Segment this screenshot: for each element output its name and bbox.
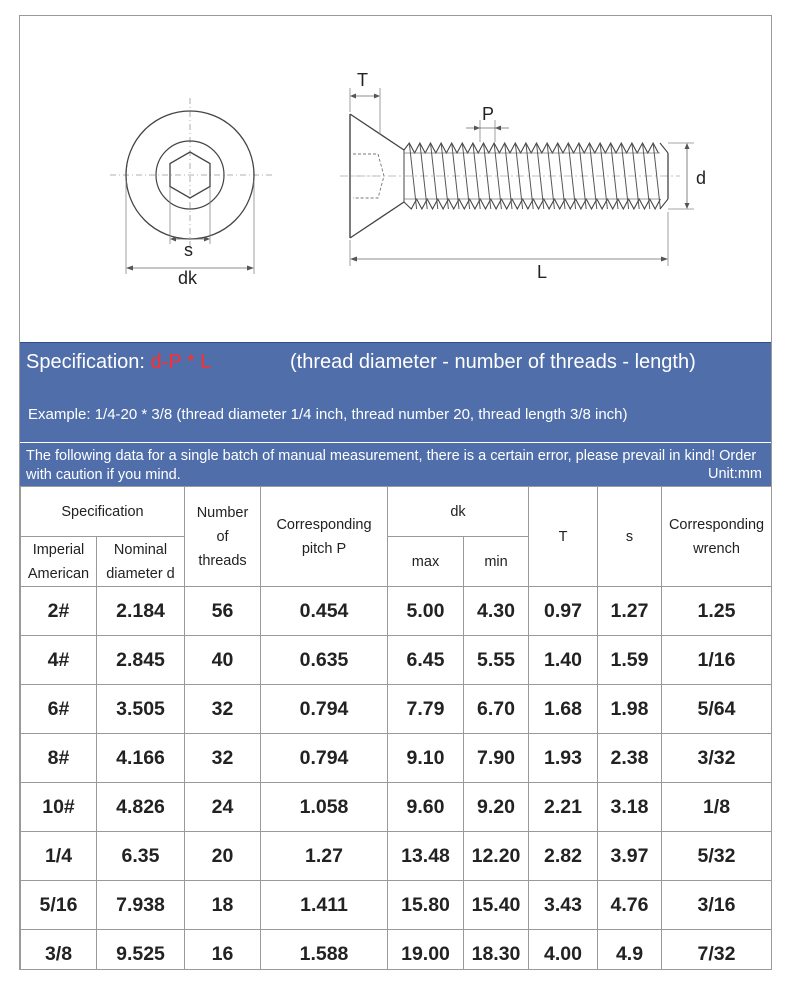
measurement-note bbox=[20, 442, 771, 487]
cell-dk-min: 15.40 bbox=[464, 881, 529, 930]
cell-wrench: 1/8 bbox=[662, 783, 772, 832]
cell-s: 3.18 bbox=[598, 783, 662, 832]
cell-s: 3.97 bbox=[598, 832, 662, 881]
header-pitch: Corresponding pitch P bbox=[261, 487, 388, 587]
table-body bbox=[21, 587, 772, 971]
cell-threads: 32 bbox=[185, 685, 261, 734]
cell-nominal-diameter: 2.845 bbox=[97, 636, 185, 685]
s-label: s bbox=[184, 240, 193, 260]
cell-dk-max: 6.45 bbox=[388, 636, 464, 685]
spec-format bbox=[26, 351, 211, 374]
table-row bbox=[21, 881, 772, 930]
header-wrench: Corresponding wrench bbox=[662, 487, 772, 587]
cell-nominal-diameter: 4.826 bbox=[97, 783, 185, 832]
cell-imperial: 1/4 bbox=[21, 832, 97, 881]
cell-T: 1.68 bbox=[529, 685, 598, 734]
header-s: s bbox=[598, 487, 662, 587]
table-row bbox=[21, 783, 772, 832]
header-dk: dk bbox=[388, 487, 529, 537]
cell-threads: 16 bbox=[185, 930, 261, 971]
cell-nominal-diameter: 7.938 bbox=[97, 881, 185, 930]
cell-imperial: 3/8 bbox=[21, 930, 97, 971]
cell-wrench: 5/32 bbox=[662, 832, 772, 881]
d-label: d bbox=[696, 168, 707, 188]
cell-pitch: 0.635 bbox=[261, 636, 388, 685]
table-row bbox=[21, 587, 772, 636]
specification-banner bbox=[20, 342, 771, 443]
cell-T: 2.21 bbox=[529, 783, 598, 832]
dk-label: dk bbox=[178, 268, 198, 288]
cell-threads: 40 bbox=[185, 636, 261, 685]
cell-T: 3.43 bbox=[529, 881, 598, 930]
cell-pitch: 1.27 bbox=[261, 832, 388, 881]
cell-wrench: 3/16 bbox=[662, 881, 772, 930]
cell-threads: 56 bbox=[185, 587, 261, 636]
header-dk-min: min bbox=[464, 537, 529, 587]
cell-s: 1.27 bbox=[598, 587, 662, 636]
cell-s: 2.38 bbox=[598, 734, 662, 783]
cell-dk-min: 9.20 bbox=[464, 783, 529, 832]
unit-label: Unit:mm bbox=[708, 466, 762, 482]
header-specification: Specification bbox=[21, 487, 185, 537]
table-row bbox=[21, 930, 772, 971]
cell-dk-max: 7.79 bbox=[388, 685, 464, 734]
cell-imperial: 4# bbox=[21, 636, 97, 685]
cell-s: 4.9 bbox=[598, 930, 662, 971]
header-dk-max: max bbox=[388, 537, 464, 587]
table-row bbox=[21, 832, 772, 881]
cell-T: 1.40 bbox=[529, 636, 598, 685]
screw-diagram bbox=[20, 16, 771, 342]
cell-wrench: 1/16 bbox=[662, 636, 772, 685]
cell-pitch: 1.588 bbox=[261, 930, 388, 971]
header-threads: Number of threads bbox=[185, 487, 261, 587]
cell-dk-min: 4.30 bbox=[464, 587, 529, 636]
cell-nominal-diameter: 9.525 bbox=[97, 930, 185, 971]
header-imperial: Imperial American bbox=[21, 537, 97, 587]
cell-dk-min: 5.55 bbox=[464, 636, 529, 685]
cell-imperial: 2# bbox=[21, 587, 97, 636]
T-label: T bbox=[357, 70, 368, 90]
cell-s: 4.76 bbox=[598, 881, 662, 930]
cell-dk-max: 19.00 bbox=[388, 930, 464, 971]
cell-imperial: 5/16 bbox=[21, 881, 97, 930]
cell-s: 1.59 bbox=[598, 636, 662, 685]
cell-nominal-diameter: 6.35 bbox=[97, 832, 185, 881]
table-row bbox=[21, 685, 772, 734]
cell-dk-max: 15.80 bbox=[388, 881, 464, 930]
spec-prefix: Specification: bbox=[26, 351, 151, 373]
P-label: P bbox=[482, 104, 495, 124]
header-nominal: Nominal diameter d bbox=[97, 537, 185, 587]
spec-formula: d-P * L bbox=[150, 351, 212, 373]
cell-threads: 24 bbox=[185, 783, 261, 832]
cell-T: 4.00 bbox=[529, 930, 598, 971]
cell-pitch: 1.058 bbox=[261, 783, 388, 832]
spec-sheet bbox=[19, 15, 772, 970]
note-text: The following data for a single batch of manual measurement, there is a certain error, please prevail in kind! Order with caution if you mind. bbox=[26, 448, 757, 483]
spec-example: Example: 1/4-20 * 3/8 (thread diameter 1/4 inch, thread number 20, thread length 3/8 inch) bbox=[28, 406, 628, 423]
L-label: L bbox=[537, 262, 548, 282]
cell-dk-max: 5.00 bbox=[388, 587, 464, 636]
header-T: T bbox=[529, 487, 598, 587]
cell-threads: 18 bbox=[185, 881, 261, 930]
screw-side-view bbox=[340, 88, 694, 266]
cell-imperial: 10# bbox=[21, 783, 97, 832]
cell-dk-min: 7.90 bbox=[464, 734, 529, 783]
cell-pitch: 0.454 bbox=[261, 587, 388, 636]
cell-threads: 20 bbox=[185, 832, 261, 881]
table-row bbox=[21, 636, 772, 685]
cell-dk-max: 9.10 bbox=[388, 734, 464, 783]
cell-imperial: 6# bbox=[21, 685, 97, 734]
cell-nominal-diameter: 3.505 bbox=[97, 685, 185, 734]
cell-T: 2.82 bbox=[529, 832, 598, 881]
table-row bbox=[21, 734, 772, 783]
cell-wrench: 1.25 bbox=[662, 587, 772, 636]
cell-pitch: 1.411 bbox=[261, 881, 388, 930]
cell-dk-max: 13.48 bbox=[388, 832, 464, 881]
cell-wrench: 5/64 bbox=[662, 685, 772, 734]
cell-threads: 32 bbox=[185, 734, 261, 783]
cell-wrench: 7/32 bbox=[662, 930, 772, 971]
cell-imperial: 8# bbox=[21, 734, 97, 783]
cell-T: 0.97 bbox=[529, 587, 598, 636]
cell-pitch: 0.794 bbox=[261, 685, 388, 734]
spec-description: (thread diameter - number of threads - length) bbox=[290, 351, 696, 373]
cell-wrench: 3/32 bbox=[662, 734, 772, 783]
cell-pitch: 0.794 bbox=[261, 734, 388, 783]
cell-T: 1.93 bbox=[529, 734, 598, 783]
cell-s: 1.98 bbox=[598, 685, 662, 734]
cell-nominal-diameter: 2.184 bbox=[97, 587, 185, 636]
cell-dk-max: 9.60 bbox=[388, 783, 464, 832]
cell-dk-min: 12.20 bbox=[464, 832, 529, 881]
cell-dk-min: 6.70 bbox=[464, 685, 529, 734]
cell-nominal-diameter: 4.166 bbox=[97, 734, 185, 783]
cell-dk-min: 18.30 bbox=[464, 930, 529, 971]
dimension-table bbox=[20, 486, 772, 970]
